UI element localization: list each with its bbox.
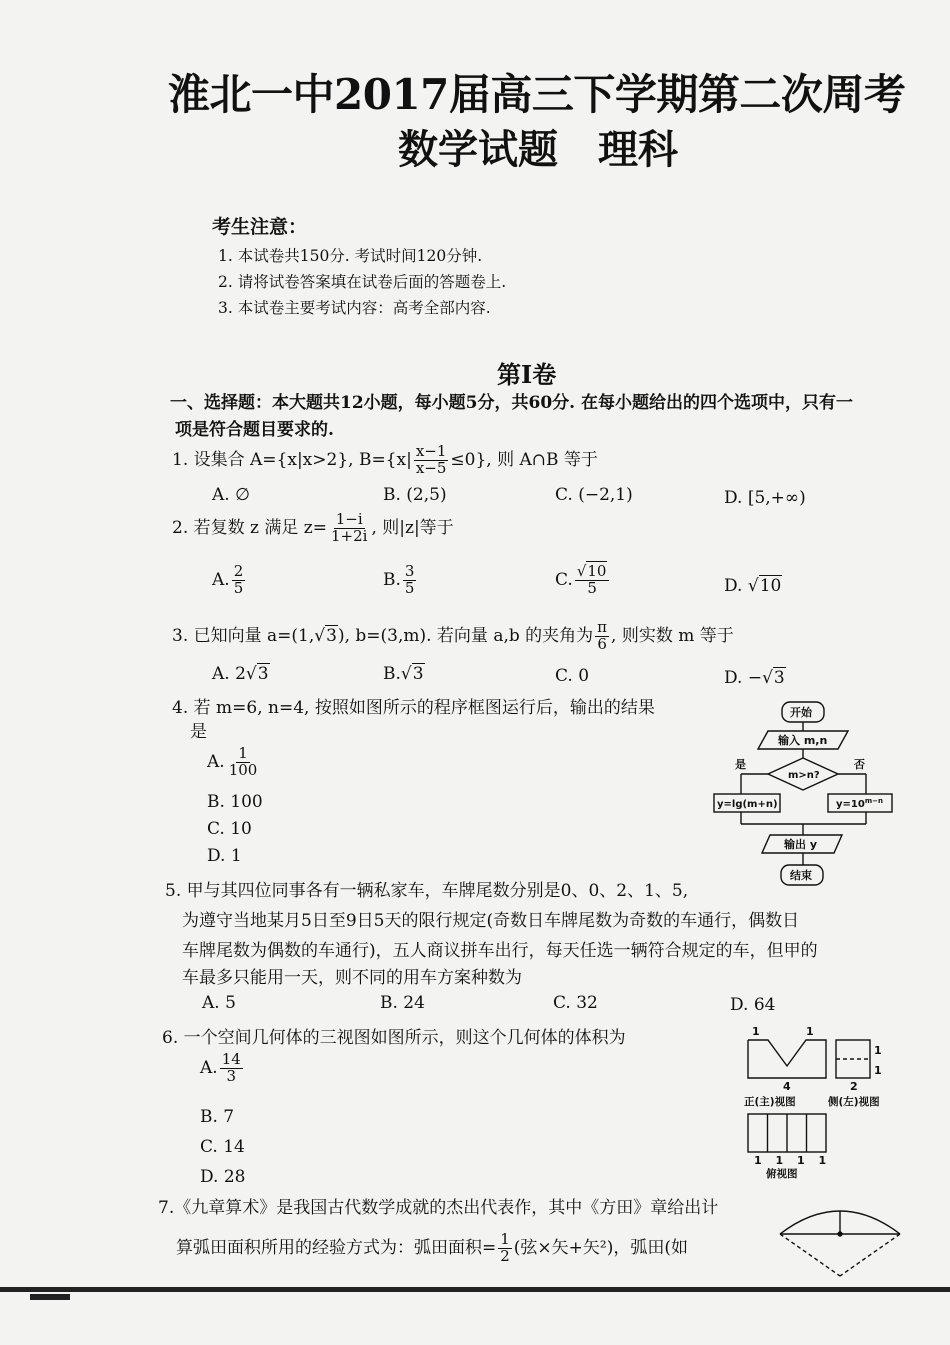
radicand: 3 (326, 625, 337, 646)
front-view-label: 正(主)视图 (744, 1096, 796, 1108)
radicand: 3 (773, 668, 785, 688)
q1-fraction (414, 444, 449, 477)
bottom-mark (30, 1294, 70, 1300)
frac-num: π (597, 618, 608, 636)
question-4-cont: 是 (190, 722, 207, 742)
flow-start-text: 开始 (790, 706, 812, 719)
q5-option-d: D. 64 (730, 995, 776, 1015)
top-view-dims: 1 1 1 1 (754, 1154, 832, 1167)
frac-num: √10 (575, 564, 610, 581)
question-6: 6. 一个空间几何体的三视图如图所示，则这个几何体的体积为 (162, 1028, 626, 1048)
option-label: D. (724, 576, 743, 596)
option-label: A. (207, 751, 225, 772)
q6-option-a (200, 1052, 245, 1085)
radicand: 10 (759, 576, 782, 596)
q2-stem-post: , 则|z|等于 (371, 517, 454, 538)
section-line: 一、选择题：本大题共12小题，每小题5分，共60分. 在每小题给出的四个选项中，只有一 (170, 393, 853, 413)
side-dim-bottom: 2 (850, 1080, 858, 1093)
side-dim-top: 1 (874, 1044, 882, 1057)
front-dim-bottom: 4 (783, 1080, 791, 1093)
frac-den: 2 (500, 1246, 510, 1265)
q1-stem-pre: 1. 设集合 A={x|x>2}, B={x| (172, 449, 412, 470)
flow-right-text (836, 797, 883, 810)
front-dim-right: 1 (806, 1025, 814, 1038)
flow-output-text: 输出 y (784, 838, 817, 851)
option-text: A. 2 (212, 664, 246, 684)
arc-field-figure (772, 1198, 912, 1280)
option-text: D. − (724, 668, 763, 688)
question-3: 3. 已知向量 a=(1,√3), b=(3,m). 若向量 a,b 的夹角为 $\frac{\pi}{6}$ , 则实数 m 等于 (172, 618, 734, 653)
question-2 (172, 512, 454, 545)
notice-heading: 考生注意： (212, 216, 308, 238)
question-4: 4. 若 m=6, n=4, 按照如图所示的程序框图运行后，输出的结果 (172, 698, 655, 718)
question-1 (172, 444, 598, 477)
q4-option-b: B. 100 (207, 792, 263, 812)
option-fraction (403, 564, 417, 597)
q5-option-b: B. 24 (380, 993, 425, 1013)
question-5-line: 车最多只能用一天，则不同的用车方案种数为 (182, 968, 522, 988)
front-view (748, 1040, 826, 1078)
option-fraction (227, 746, 260, 779)
q2-option-d: D. √10 (724, 576, 782, 596)
section-line: 项是符合题目要求的. (175, 420, 334, 440)
exam-subtitle (398, 118, 678, 175)
q5-option-a: A. 5 (202, 993, 236, 1013)
option-label: C. (555, 569, 573, 590)
q6-option-b: B. 7 (200, 1107, 235, 1127)
q2-frac-num: 1−i (335, 510, 363, 528)
q3-option-b: B.√3 (383, 664, 424, 684)
flow-input-text: 输入 m,n (778, 734, 828, 747)
q2-option-c (555, 564, 611, 597)
flow-cond-text: m>n? (788, 770, 820, 781)
flowchart-figure (708, 698, 908, 893)
notice-item: 2. 请将试卷答案填在试卷后面的答题卷上. (218, 273, 507, 291)
q3-option-d: D. −√3 (724, 668, 785, 688)
frac-num: 3 (404, 562, 415, 580)
frac-num: 2 (233, 562, 244, 580)
q2-fraction (329, 512, 369, 545)
q6-option-c: C. 14 (200, 1137, 245, 1157)
q1-stem-post: ≤0}, 则 A∩B 等于 (450, 449, 598, 470)
q1-frac-den: x−5 (415, 458, 447, 477)
frac-num: 1 (238, 744, 248, 762)
option-label: A. (200, 1057, 218, 1078)
question-7: 7.《九章算术》是我国古代数学成就的杰出代表作，其中《方田》章给出计 (158, 1198, 719, 1218)
q2-option-a (212, 564, 247, 597)
top-view-label: 俯视图 (766, 1168, 798, 1180)
option-label: A. (212, 569, 230, 590)
three-views-figure (740, 1022, 900, 1182)
frac-den: 5 (587, 578, 597, 597)
option-text: B. (383, 664, 401, 684)
frac-num: 14 (221, 1050, 241, 1068)
flow-yes-text: 是 (735, 758, 746, 771)
section-instructions (170, 388, 853, 440)
radicand: 3 (257, 664, 269, 684)
option-fraction (220, 1052, 243, 1085)
q1-option-a: A. ∅ (212, 485, 250, 505)
frac-den: 100 (228, 760, 258, 779)
radicand: 10 (587, 562, 607, 580)
q2-option-b (383, 564, 418, 597)
q7-stem-post: (弦×矢+矢²)，弧田(如 (513, 1237, 688, 1258)
option-fraction (232, 564, 246, 597)
subject-label: 数学试题 (398, 126, 558, 173)
radicand: 3 (412, 664, 424, 684)
q1-frac-num: x−1 (415, 442, 447, 460)
frac-num: 1 (500, 1230, 510, 1248)
q1-option-c: C. (−2,1) (555, 485, 633, 505)
frac-den: 6 (597, 634, 607, 653)
question-5: 5. 甲与其四位同事各有一辆私家车，车牌尾数分别是0、0、2、1、5, (165, 881, 689, 901)
question-5-line: 为遵守当地某月5日至9日5天的限行规定(奇数日车牌尾数为奇数的车通行，偶数日 (182, 911, 800, 931)
option-fraction (575, 564, 610, 597)
q4-option-a (207, 746, 261, 779)
flow-left-text: y=lg(m+n) (717, 799, 778, 810)
track-label: 理科 (598, 126, 678, 173)
question-7-line (176, 1232, 688, 1265)
notice-item: 1. 本试卷共150分. 考试时间120分钟. (218, 247, 483, 265)
flow-right-exp: m−n (864, 797, 883, 805)
flow-no-text: 否 (854, 758, 865, 771)
q3-stem-mid: ), b=(3,m). 若向量 a,b 的夹角为 (337, 625, 594, 646)
option-label: B. (383, 569, 401, 590)
q7-fraction (498, 1232, 512, 1265)
volume-heading: 第Ⅰ卷 (497, 360, 557, 389)
q3-option-c: C. 0 (555, 666, 590, 686)
bottom-border (0, 1287, 950, 1292)
q6-option-d: D. 28 (200, 1167, 246, 1187)
notice-item: 3. 本试卷主要考试内容：高考全部内容. (218, 299, 491, 317)
frac-den: 5 (404, 578, 415, 597)
q5-option-c: C. 32 (553, 993, 598, 1013)
q4-option-d: D. 1 (207, 846, 242, 866)
side-view-label: 侧(左)视图 (828, 1096, 880, 1108)
q2-stem-pre: 2. 若复数 z 满足 z= (172, 517, 327, 538)
question-5-line: 车牌尾数为偶数的车通行)，五人商议拼车出行，每天任选一辆符合规定的车，但甲的 (182, 941, 818, 961)
flow-right-base: y=10 (836, 799, 865, 810)
q3-fraction (595, 620, 609, 653)
q1-option-b: B. (2,5) (383, 485, 447, 505)
frac-den: 3 (226, 1066, 236, 1085)
frac-den: 5 (233, 578, 244, 597)
exam-title: 淮北一中2017届高三下学期第二次周考 (168, 70, 906, 119)
flow-end-text: 结束 (790, 869, 812, 882)
q3-option-a: A. 2√3 (212, 664, 269, 684)
q3-stem-post: , 则实数 m 等于 (611, 625, 734, 646)
q4-option-c: C. 10 (207, 819, 252, 839)
front-dim-left: 1 (752, 1025, 760, 1038)
q7-stem-pre: 算弧田面积所用的经验方式为：弧田面积= (176, 1237, 497, 1258)
q3-stem-pre: 3. 已知向量 a=(1, (172, 625, 315, 646)
side-dim-bottom-right: 1 (874, 1064, 882, 1077)
q2-frac-den: 1+2i (331, 526, 368, 545)
q1-option-d: D. [5,+∞) (724, 488, 806, 508)
